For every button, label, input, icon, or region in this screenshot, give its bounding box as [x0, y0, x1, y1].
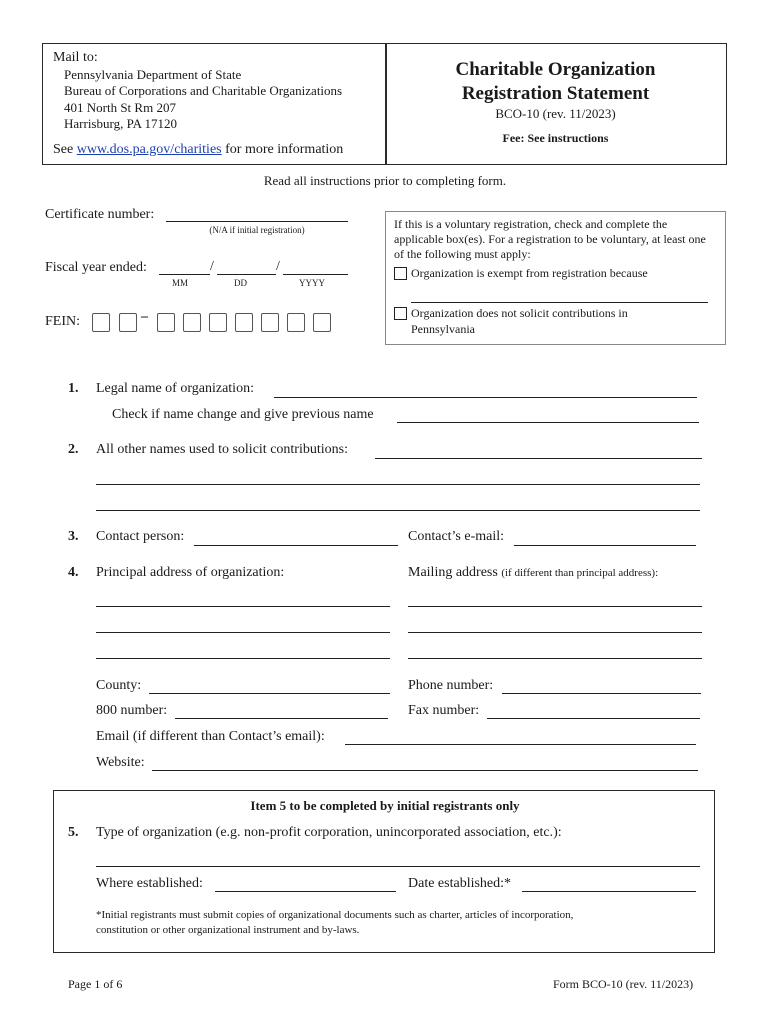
more-info-line	[53, 142, 343, 158]
no-solicit-label-1: Organization does not solicit contributions in	[411, 306, 628, 320]
other-names-field-3[interactable]	[96, 510, 700, 511]
fein-digit-4[interactable]	[183, 313, 201, 332]
principal-address-field-2[interactable]	[96, 632, 390, 633]
phone-label: Phone number:	[408, 678, 494, 693]
fiscal-slash-1: /	[210, 259, 214, 274]
read-instructions: Read all instructions prior to completing form.	[263, 173, 507, 188]
phone-field[interactable]	[502, 693, 701, 694]
certificate-number-field[interactable]	[166, 221, 348, 222]
mailing-address-field-2[interactable]	[408, 632, 702, 633]
website-field[interactable]	[152, 770, 698, 771]
where-established-field[interactable]	[215, 891, 396, 892]
fein-digit-2[interactable]	[119, 313, 137, 332]
fein-digit-1[interactable]	[92, 313, 110, 332]
fiscal-year-label: Fiscal year ended:	[45, 260, 147, 275]
no-solicit-label-2: Pennsylvania	[411, 322, 475, 336]
contact-email-field[interactable]	[514, 545, 696, 546]
fiscal-mm-field[interactable]	[159, 274, 210, 275]
page-number: Page 1 of 6	[68, 977, 123, 991]
mailing-address-note: (if different than principal address):	[501, 567, 659, 579]
mailing-address-field-3[interactable]	[408, 658, 702, 659]
contact-person-label: Contact person:	[96, 529, 185, 544]
fein-digit-5[interactable]	[209, 313, 227, 332]
address-line-4: Harrisburg, PA 17120	[64, 116, 178, 131]
address-line-1: Pennsylvania Department of State	[64, 67, 242, 82]
principal-address-label: Principal address of organization:	[96, 565, 285, 580]
item-1-number: 1.	[68, 381, 79, 396]
fiscal-dd-label: DD	[234, 278, 247, 288]
no-solicit-checkbox[interactable]	[394, 307, 407, 320]
fein-digit-9[interactable]	[313, 313, 331, 332]
fein-digit-3[interactable]	[157, 313, 175, 332]
exempt-checkbox[interactable]	[394, 267, 407, 280]
website-label: Website:	[96, 755, 145, 770]
charities-link[interactable]: www.dos.pa.gov/charities	[76, 142, 222, 157]
eight-hundred-field[interactable]	[175, 718, 388, 719]
other-names-label: All other names used to solicit contributions:	[96, 442, 348, 457]
fiscal-yyyy-label: YYYY	[299, 278, 325, 288]
fein-digit-6[interactable]	[235, 313, 253, 332]
exempt-label: Organization is exempt from registration because	[411, 266, 648, 280]
initial-registrant-note-1: *Initial registrants must submit copies of organizational documents such as charter, articles of incorporation,	[96, 909, 574, 921]
fee-note: Fee: See instructions	[502, 131, 609, 145]
fein-digit-7[interactable]	[261, 313, 279, 332]
fiscal-dd-field[interactable]	[217, 274, 276, 275]
address-line-3: 401 North St Rm 207	[64, 100, 176, 115]
fax-label: Fax number:	[408, 703, 480, 718]
form-id: BCO-10 (rev. 11/2023)	[495, 106, 616, 121]
certificate-note: (N/A if initial registration)	[209, 225, 305, 235]
item-4-number: 4.	[68, 565, 79, 580]
org-type-field[interactable]	[96, 866, 700, 867]
item-2-number: 2.	[68, 442, 79, 457]
principal-address-field-3[interactable]	[96, 658, 390, 659]
fein-dash: –	[141, 309, 148, 324]
initial-registrant-note-2: constitution or other organizational instrument and by-laws.	[96, 924, 360, 936]
name-change-label: Check if name change and give previous name	[112, 407, 374, 422]
mailing-address-text: Mailing address	[408, 565, 498, 580]
other-names-field-1[interactable]	[375, 458, 702, 459]
mailing-address-field-1[interactable]	[408, 606, 702, 607]
fiscal-mm-label: MM	[172, 278, 189, 288]
contact-email-label: Contact’s e-mail:	[408, 529, 505, 544]
fein-digit-8[interactable]	[287, 313, 305, 332]
item-5-heading: Item 5 to be completed by initial registrants only	[250, 798, 520, 813]
legal-name-field[interactable]	[274, 397, 697, 398]
mail-to-label: Mail to:	[53, 50, 98, 65]
other-email-label: Email (if different than Contact’s email):	[96, 729, 325, 744]
legal-name-label: Legal name of organization:	[96, 381, 254, 396]
fiscal-yyyy-field[interactable]	[283, 274, 348, 275]
form-title-line-2: Registration Statement	[461, 83, 650, 104]
fiscal-slash-2: /	[276, 259, 280, 274]
fein-label: FEIN:	[45, 314, 80, 329]
county-label: County:	[96, 678, 142, 693]
address-line-2: Bureau of Corporations and Charitable Organizations	[64, 83, 343, 98]
contact-person-field[interactable]	[194, 545, 398, 546]
county-field[interactable]	[149, 693, 390, 694]
eight-hundred-label: 800 number:	[96, 703, 168, 718]
other-names-field-2[interactable]	[96, 484, 700, 485]
footer-form-id: Form BCO-10 (rev. 11/2023)	[553, 977, 694, 991]
item-3-number: 3.	[68, 529, 79, 544]
exempt-reason-field[interactable]	[411, 302, 708, 303]
previous-name-field[interactable]	[397, 422, 699, 423]
where-established-label: Where established:	[96, 876, 203, 891]
other-email-field[interactable]	[345, 744, 696, 745]
date-established-field[interactable]	[522, 891, 696, 892]
fax-field[interactable]	[487, 718, 700, 719]
principal-address-field-1[interactable]	[96, 606, 390, 607]
item-5-number: 5.	[68, 825, 79, 840]
see-suffix: for more information	[225, 142, 344, 157]
mailing-address-label	[408, 565, 658, 581]
date-established-label: Date established:*	[408, 876, 512, 891]
certificate-label: Certificate number:	[45, 207, 155, 222]
form-title-line-1: Charitable Organization	[455, 59, 656, 80]
voluntary-text: If this is a voluntary registration, check and complete the applicable box(es). For a registration to be voluntary, at least one of the following must apply:	[394, 217, 706, 261]
see-prefix: See	[53, 142, 74, 157]
org-type-label: Type of organization (e.g. non-profit corporation, unincorporated association, etc.):	[96, 825, 562, 840]
